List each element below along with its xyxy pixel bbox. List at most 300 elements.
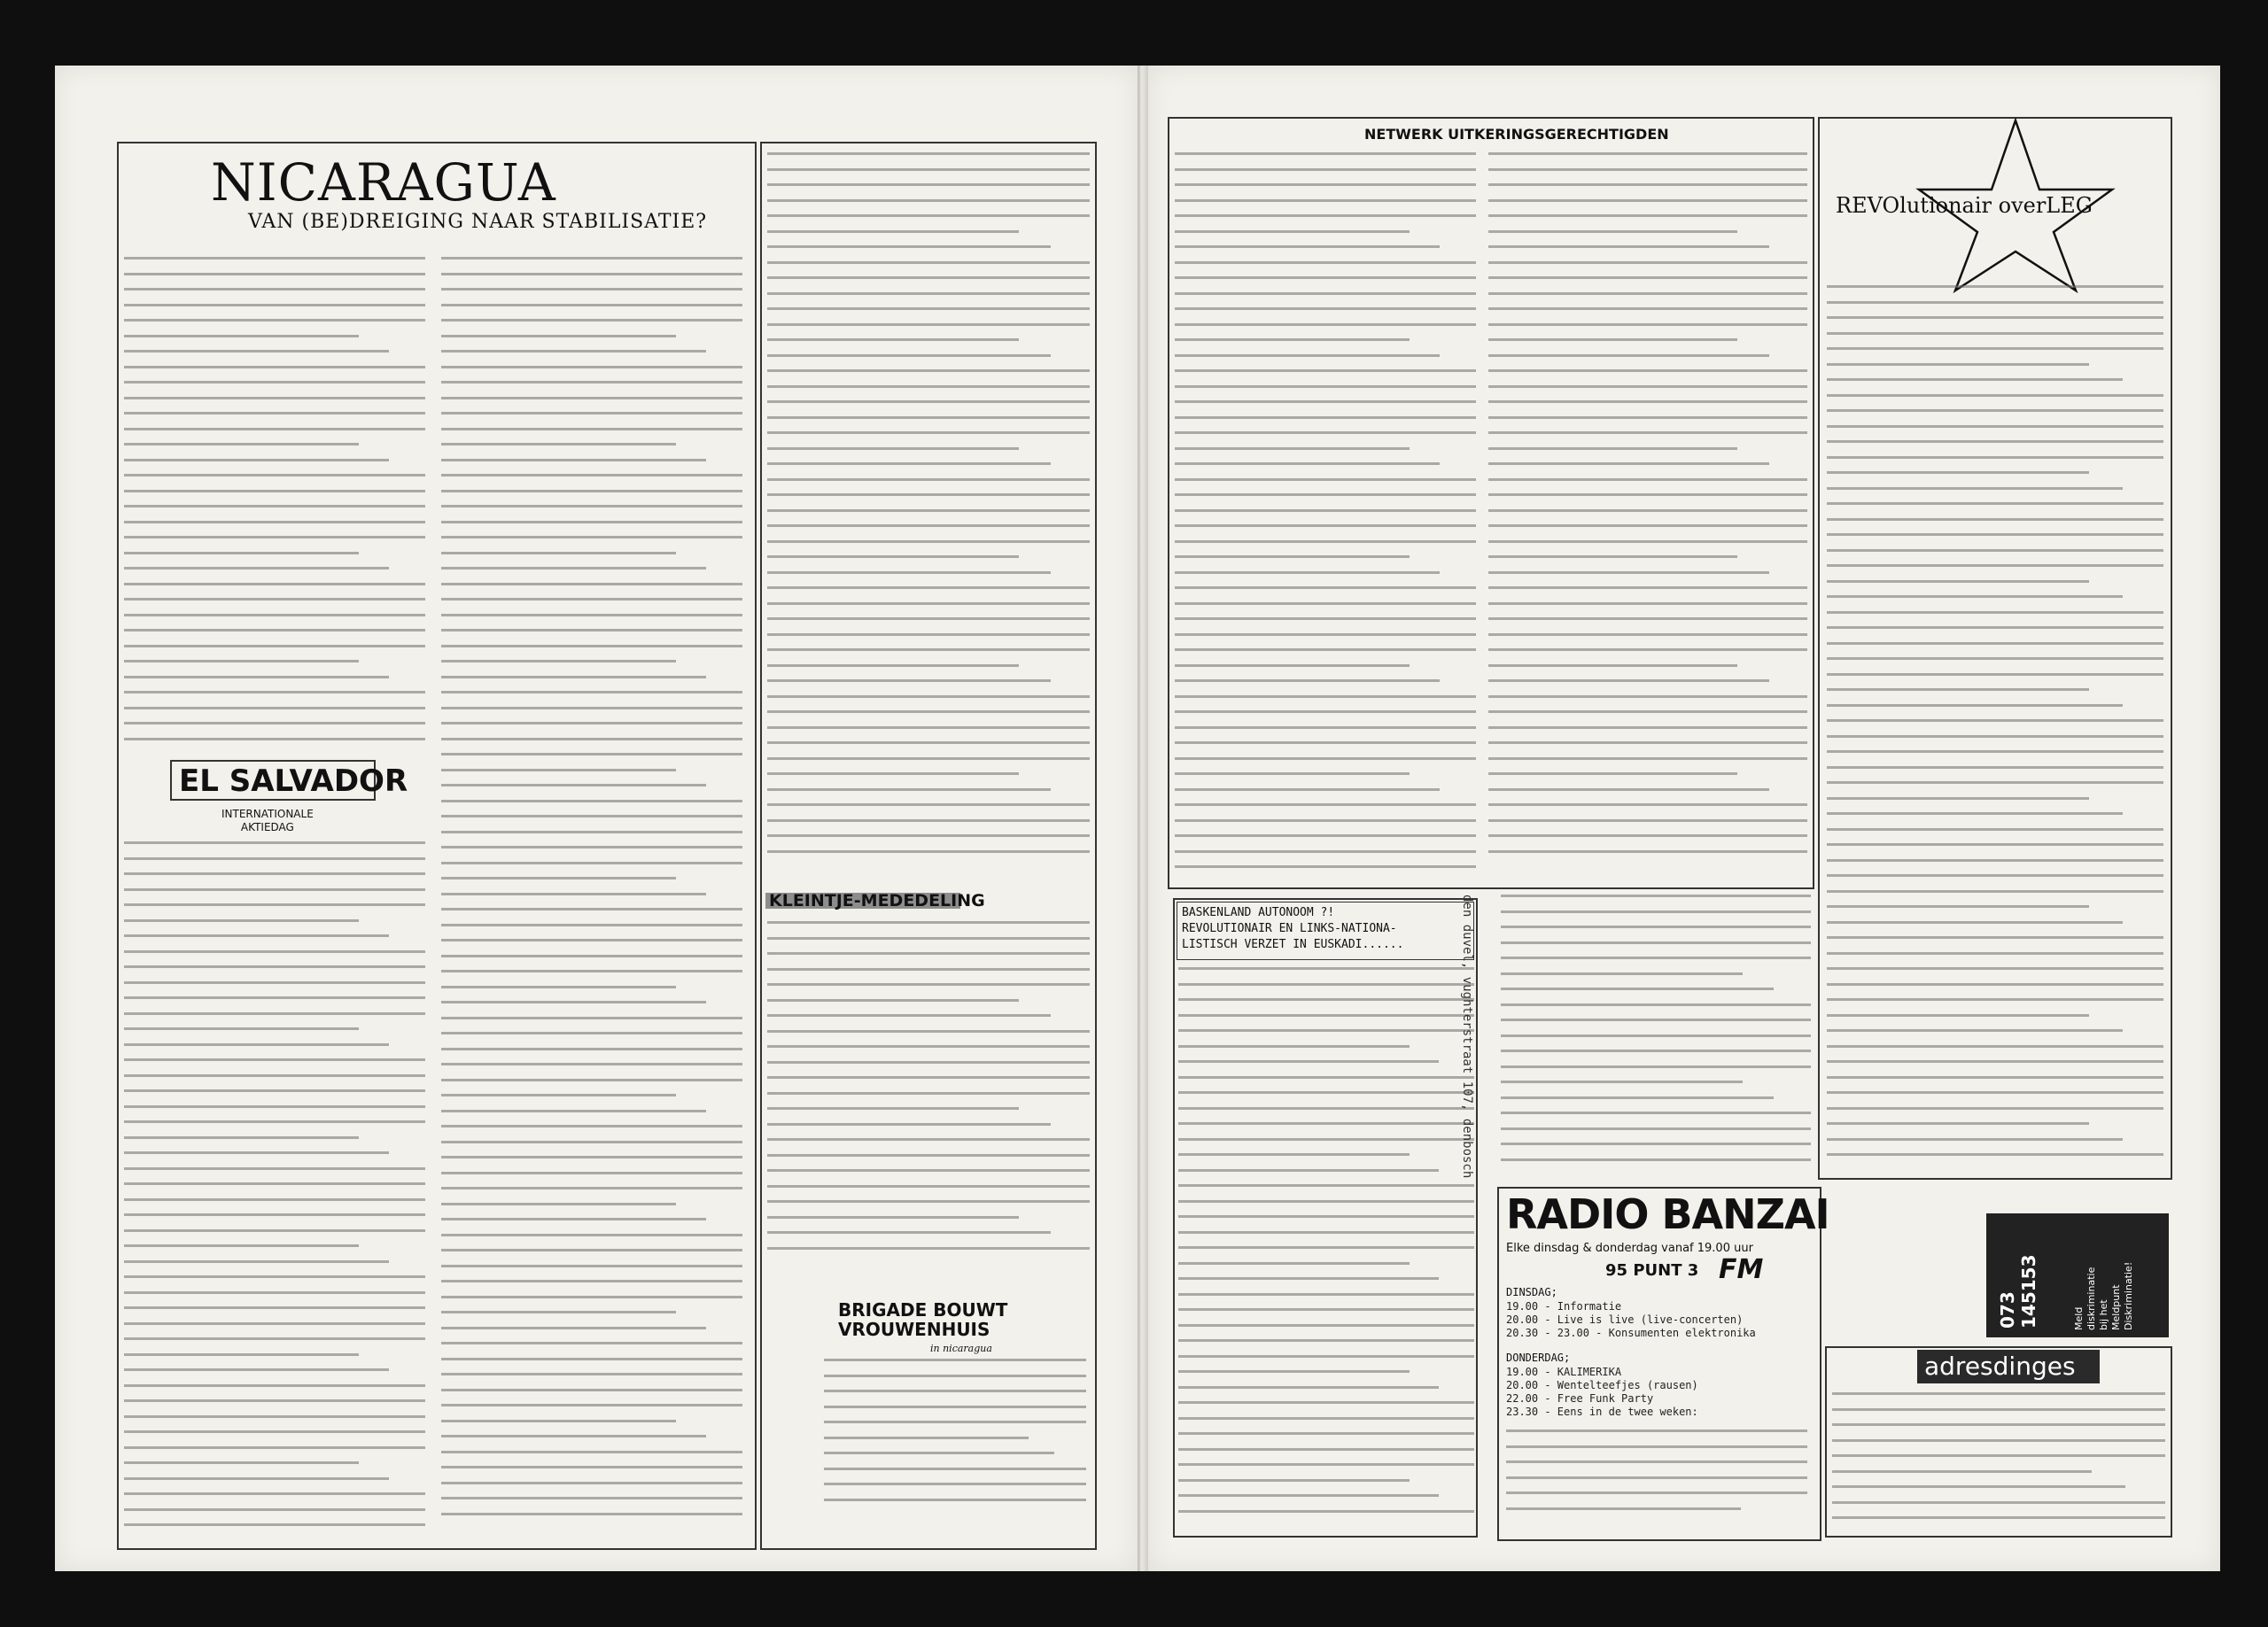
text-line — [1827, 332, 2163, 335]
text-line — [441, 1079, 742, 1081]
text-line — [124, 412, 425, 414]
text-line — [1488, 230, 1737, 233]
text-line — [767, 617, 1090, 620]
text-line — [441, 273, 742, 275]
text-line — [767, 416, 1090, 419]
text-line — [1488, 447, 1737, 450]
text-line — [441, 660, 676, 662]
text-line — [1832, 1454, 2165, 1457]
netwerk-title: NETWERK UITKERINGSGERECHTIGDEN — [1364, 126, 1669, 143]
text-line — [441, 319, 742, 322]
text-line — [441, 257, 742, 260]
text-line — [1488, 462, 1769, 465]
text-line — [1175, 710, 1476, 713]
text-line — [441, 877, 676, 879]
text-line — [1488, 338, 1737, 341]
baskenland-title: BASKENLAND AUTONOOM ?! REVOLUTIONAIR EN LINKS-NATIONA- LISTISCH VERZET IN EUSKADI...... — [1182, 906, 1404, 951]
text-line — [441, 567, 706, 569]
text-line — [124, 676, 389, 678]
text-line — [1827, 1029, 2123, 1032]
text-line — [1175, 385, 1476, 388]
text-line — [1827, 874, 2163, 877]
text-line — [1175, 726, 1476, 729]
nicaragua-subtitle: VAN (BE)DREIGING NAAR STABILISATIE? — [248, 211, 708, 233]
text-line — [441, 1249, 742, 1251]
text-line — [1827, 1107, 2163, 1110]
text-line — [441, 412, 742, 414]
text-line — [1827, 549, 2163, 552]
text-line — [1501, 1127, 1811, 1130]
text-line — [441, 1265, 742, 1267]
text-line — [767, 307, 1090, 310]
text-line — [1175, 602, 1476, 605]
text-line — [1488, 633, 1807, 636]
text-line — [124, 1461, 359, 1464]
text-line — [1501, 1158, 1811, 1161]
text-line — [1827, 518, 2163, 521]
text-line — [767, 850, 1090, 853]
text-line — [767, 1200, 1090, 1203]
text-line — [1175, 354, 1440, 357]
text-line — [1827, 750, 2163, 753]
text-line — [124, 645, 425, 647]
text-line — [767, 323, 1090, 326]
radio-schedule: Elke dinsdag & donderdag vanaf 19.00 uur — [1506, 1242, 1753, 1255]
text-line — [767, 1030, 1090, 1033]
text-line — [124, 996, 425, 999]
text-line — [441, 1311, 676, 1313]
text-line — [767, 292, 1090, 295]
text-line — [124, 1306, 425, 1309]
text-line — [441, 598, 742, 600]
text-line — [1175, 679, 1440, 682]
text-line — [1827, 301, 2163, 304]
text-line — [124, 366, 425, 368]
schedule-item: 20.30 - 23.00 - Konsumenten elektronika — [1506, 1327, 1756, 1339]
text-line — [441, 521, 742, 523]
text-line — [441, 1451, 742, 1453]
text-line — [1827, 316, 2163, 319]
text-line — [441, 1358, 742, 1360]
text-line — [441, 629, 742, 631]
text-line — [124, 857, 425, 860]
text-line — [441, 474, 742, 476]
text-line — [124, 505, 425, 507]
text-line — [767, 571, 1051, 574]
text-line — [124, 934, 389, 937]
nicaragua-column-2 — [441, 257, 742, 1532]
text-line — [1175, 617, 1476, 620]
text-line — [767, 1247, 1090, 1250]
text-line — [767, 757, 1090, 760]
text-line — [1827, 394, 2163, 397]
text-line — [1178, 1169, 1439, 1172]
text-line — [441, 1342, 742, 1344]
adresdinges-text — [1832, 1392, 2165, 1534]
text-line — [824, 1499, 1086, 1501]
el-salvador-title: EL SALVADOR — [179, 763, 408, 799]
text-line — [1827, 905, 2089, 908]
text-line — [1827, 812, 2123, 815]
text-line — [1506, 1491, 1807, 1494]
text-line — [1827, 533, 2163, 536]
text-line — [1827, 967, 2163, 970]
text-line — [1175, 214, 1476, 217]
text-line — [767, 602, 1090, 605]
text-line — [124, 1229, 425, 1232]
text-line — [1501, 988, 1774, 990]
text-line — [441, 1141, 742, 1143]
text-line — [1501, 1143, 1811, 1145]
schedule-item: 23.30 - Eens in de twee weken: — [1506, 1406, 1698, 1418]
text-line — [1488, 850, 1807, 853]
text-line — [441, 552, 676, 554]
text-line — [124, 521, 425, 523]
text-line — [1175, 865, 1476, 868]
text-line — [1488, 400, 1807, 403]
text-line — [124, 1027, 359, 1030]
text-line — [1488, 214, 1807, 217]
text-line — [124, 919, 359, 922]
dinsdag-label: DINSDAG; — [1506, 1286, 1557, 1298]
text-line — [124, 1089, 425, 1092]
text-line — [441, 583, 742, 585]
text-line — [441, 924, 742, 926]
text-line — [441, 1389, 742, 1391]
text-line — [124, 888, 425, 891]
text-line — [1175, 819, 1476, 822]
text-line — [1488, 276, 1807, 279]
text-line — [1175, 788, 1440, 791]
text-line — [767, 726, 1090, 729]
text-line — [1178, 1510, 1474, 1513]
text-line — [124, 1151, 389, 1154]
text-line — [1175, 199, 1476, 202]
text-line — [441, 893, 706, 895]
text-line — [1178, 1246, 1474, 1249]
text-line — [1175, 416, 1476, 419]
text-line — [767, 1076, 1090, 1079]
text-line — [124, 1399, 425, 1402]
text-line — [1827, 936, 2163, 939]
text-line — [1827, 797, 2089, 800]
text-line — [124, 1167, 425, 1170]
text-line — [441, 1187, 742, 1189]
text-line — [441, 443, 676, 445]
text-line — [824, 1437, 1029, 1439]
text-line — [767, 230, 1019, 233]
text-line — [441, 1327, 706, 1329]
text-line — [1488, 664, 1737, 667]
text-line — [1488, 493, 1807, 496]
text-line — [124, 872, 425, 875]
text-line — [441, 1156, 742, 1158]
text-line — [1827, 425, 2163, 428]
text-line — [124, 1074, 425, 1077]
diskriminatie-label: Meld diskriminatie bij het Meldpunt Diskriminatie! — [2073, 1261, 2134, 1330]
text-line — [767, 385, 1090, 388]
text-line — [441, 1234, 742, 1236]
text-line — [1832, 1485, 2125, 1488]
text-line — [441, 986, 676, 988]
text-line — [124, 459, 389, 461]
text-line — [1827, 456, 2163, 459]
text-line — [767, 540, 1090, 543]
revoleg-column — [1827, 285, 2163, 1171]
text-line — [441, 536, 742, 538]
text-line — [441, 1048, 742, 1050]
text-line — [767, 983, 1090, 986]
text-line — [1827, 766, 2163, 769]
text-line — [1175, 524, 1476, 527]
text-line — [1488, 354, 1769, 357]
text-line — [441, 428, 742, 430]
text-line — [1506, 1460, 1807, 1463]
text-line — [1178, 1045, 1410, 1048]
text-line — [767, 586, 1090, 589]
text-line — [124, 335, 359, 337]
text-line — [1488, 617, 1807, 620]
text-line — [441, 862, 742, 864]
text-line — [441, 1466, 742, 1468]
text-line — [1488, 788, 1769, 791]
radio-fm: FM — [1719, 1254, 1764, 1285]
text-line — [124, 1368, 389, 1371]
text-line — [124, 1105, 425, 1108]
text-line — [1827, 378, 2123, 381]
text-line — [441, 1063, 742, 1065]
text-line — [767, 555, 1019, 558]
text-line — [824, 1375, 1086, 1377]
text-line — [1175, 400, 1476, 403]
text-line — [767, 968, 1090, 971]
text-line — [1175, 447, 1410, 450]
text-line — [1175, 648, 1476, 651]
text-line — [124, 598, 425, 600]
text-line — [441, 1001, 706, 1003]
text-line — [1501, 926, 1811, 928]
text-line — [124, 1213, 425, 1216]
text-line — [124, 552, 359, 554]
text-line — [1488, 757, 1807, 760]
text-line — [124, 257, 425, 260]
text-line — [124, 614, 425, 616]
text-line — [124, 583, 425, 585]
text-line — [124, 1198, 425, 1201]
text-line — [767, 633, 1090, 636]
donderdag-label: DONDERDAG; — [1506, 1352, 1571, 1364]
text-line — [124, 350, 389, 353]
text-line — [1175, 261, 1476, 264]
text-line — [124, 691, 425, 693]
text-line — [767, 1045, 1090, 1048]
text-line — [1827, 1153, 2163, 1156]
text-line — [1488, 431, 1807, 434]
donderdag-list — [1506, 1366, 1698, 1419]
text-line — [767, 772, 1019, 775]
text-line — [1488, 772, 1737, 775]
text-line — [767, 921, 1090, 924]
text-line — [441, 1203, 676, 1205]
text-line — [1832, 1470, 2092, 1473]
text-line — [1832, 1501, 2165, 1504]
text-line — [1501, 1065, 1811, 1068]
text-line — [441, 1125, 742, 1127]
text-line — [1488, 679, 1769, 682]
text-line — [124, 1415, 425, 1418]
radio-banzai-title: RADIO BANZAI — [1506, 1190, 1829, 1238]
text-line — [1501, 941, 1811, 944]
text-line — [1488, 602, 1807, 605]
el-salvador-subtitle: INTERNATIONALE AKTIEDAG — [221, 808, 314, 833]
text-line — [767, 1138, 1090, 1141]
text-line — [1178, 1138, 1474, 1141]
text-line — [1827, 1060, 2163, 1063]
text-line — [1501, 895, 1811, 897]
text-line — [441, 505, 742, 507]
text-line — [1827, 704, 2123, 707]
text-line — [1501, 1019, 1811, 1021]
text-line — [1488, 571, 1769, 574]
text-line — [767, 183, 1090, 186]
text-line — [441, 397, 742, 399]
text-line — [1175, 695, 1476, 698]
text-line — [1178, 1432, 1474, 1435]
text-line — [1827, 952, 2163, 955]
text-line — [124, 629, 425, 631]
text-line — [1178, 1386, 1439, 1389]
kleintje-column — [767, 921, 1090, 1275]
text-line — [1488, 323, 1807, 326]
text-line — [441, 831, 742, 833]
text-line — [1178, 1029, 1474, 1032]
text-line — [441, 707, 742, 709]
text-line — [1832, 1392, 2165, 1395]
text-line — [1832, 1516, 2165, 1519]
text-line — [1501, 1096, 1774, 1099]
text-line — [441, 908, 742, 910]
text-line — [1827, 1076, 2163, 1079]
text-line — [124, 965, 425, 968]
text-line — [767, 1231, 1051, 1234]
text-line — [124, 1244, 359, 1247]
text-line — [1175, 369, 1476, 372]
text-line — [1488, 524, 1807, 527]
text-line — [767, 493, 1090, 496]
radio-frequency: 95 PUNT 3 — [1605, 1261, 1699, 1280]
text-line — [1827, 642, 2163, 645]
text-line — [1827, 1014, 2089, 1017]
text-line — [124, 319, 425, 322]
text-line — [124, 660, 359, 662]
text-line — [124, 1291, 425, 1294]
text-line — [441, 288, 742, 291]
text-line — [1827, 673, 2163, 676]
revoleg-title: REVOlutionair overLEG — [1836, 193, 2093, 218]
schedule-item: 20.00 - Wentelteefjes (rausen) — [1506, 1379, 1698, 1391]
brigade-title: BRIGADE BOUWT VROUWENHUIS — [838, 1299, 1008, 1340]
text-line — [1178, 983, 1474, 986]
text-line — [1488, 292, 1807, 295]
text-line — [1178, 1293, 1474, 1296]
text-line — [1175, 431, 1476, 434]
text-line — [441, 1172, 742, 1174]
nicaragua-column-1 — [124, 257, 425, 753]
text-line — [1178, 1479, 1410, 1482]
text-line — [1178, 1060, 1439, 1063]
text-line — [1501, 1003, 1811, 1006]
text-line — [1178, 1401, 1474, 1404]
el-salvador-column — [124, 841, 425, 1541]
text-line — [767, 1061, 1090, 1064]
text-line — [124, 1523, 425, 1526]
text-line — [124, 738, 425, 740]
text-line — [767, 478, 1090, 481]
netwerk-column-2 — [1488, 152, 1807, 879]
text-line — [124, 381, 425, 384]
text-line — [767, 1169, 1090, 1172]
text-line — [441, 691, 742, 693]
text-line — [1488, 586, 1807, 589]
text-line — [767, 1092, 1090, 1095]
text-line — [441, 676, 706, 678]
text-line — [767, 741, 1090, 744]
text-line — [441, 1280, 742, 1282]
text-line — [1827, 502, 2163, 505]
text-line — [441, 1110, 706, 1112]
text-line — [1827, 890, 2163, 893]
text-line — [1488, 261, 1807, 264]
text-line — [824, 1359, 1086, 1361]
text-line — [1178, 1262, 1410, 1265]
text-line — [441, 1513, 742, 1515]
text-line — [1175, 152, 1476, 155]
right-column-text — [767, 152, 1090, 879]
text-line — [824, 1452, 1054, 1454]
text-line — [124, 490, 425, 492]
text-line — [1178, 967, 1474, 970]
text-line — [824, 1421, 1086, 1423]
text-line — [767, 524, 1090, 527]
text-line — [767, 509, 1090, 512]
text-line — [1175, 772, 1410, 775]
text-line — [441, 738, 742, 740]
text-line — [1488, 385, 1807, 388]
text-line — [1832, 1439, 2165, 1442]
text-line — [124, 1446, 425, 1449]
text-line — [1175, 633, 1476, 636]
dinsdag-list — [1506, 1300, 1756, 1340]
text-line — [824, 1406, 1086, 1408]
text-line — [124, 397, 425, 399]
baskenland-column-1 — [1178, 967, 1474, 1534]
text-line — [124, 1260, 389, 1263]
text-line — [767, 447, 1019, 450]
page-fold — [1138, 66, 1148, 1571]
text-line — [1175, 183, 1476, 186]
text-line — [124, 536, 425, 538]
text-line — [124, 443, 359, 445]
brigade-subtitle: in nicaragua — [930, 1343, 992, 1354]
text-line — [1827, 1138, 2123, 1141]
phone-number: 073 145153 — [1997, 1254, 2039, 1329]
text-line — [1827, 440, 2163, 443]
text-line — [1827, 859, 2163, 862]
text-line — [1178, 1463, 1474, 1466]
text-line — [441, 753, 742, 755]
text-line — [124, 950, 425, 953]
schedule-item: 22.00 - Free Funk Party — [1506, 1392, 1654, 1405]
